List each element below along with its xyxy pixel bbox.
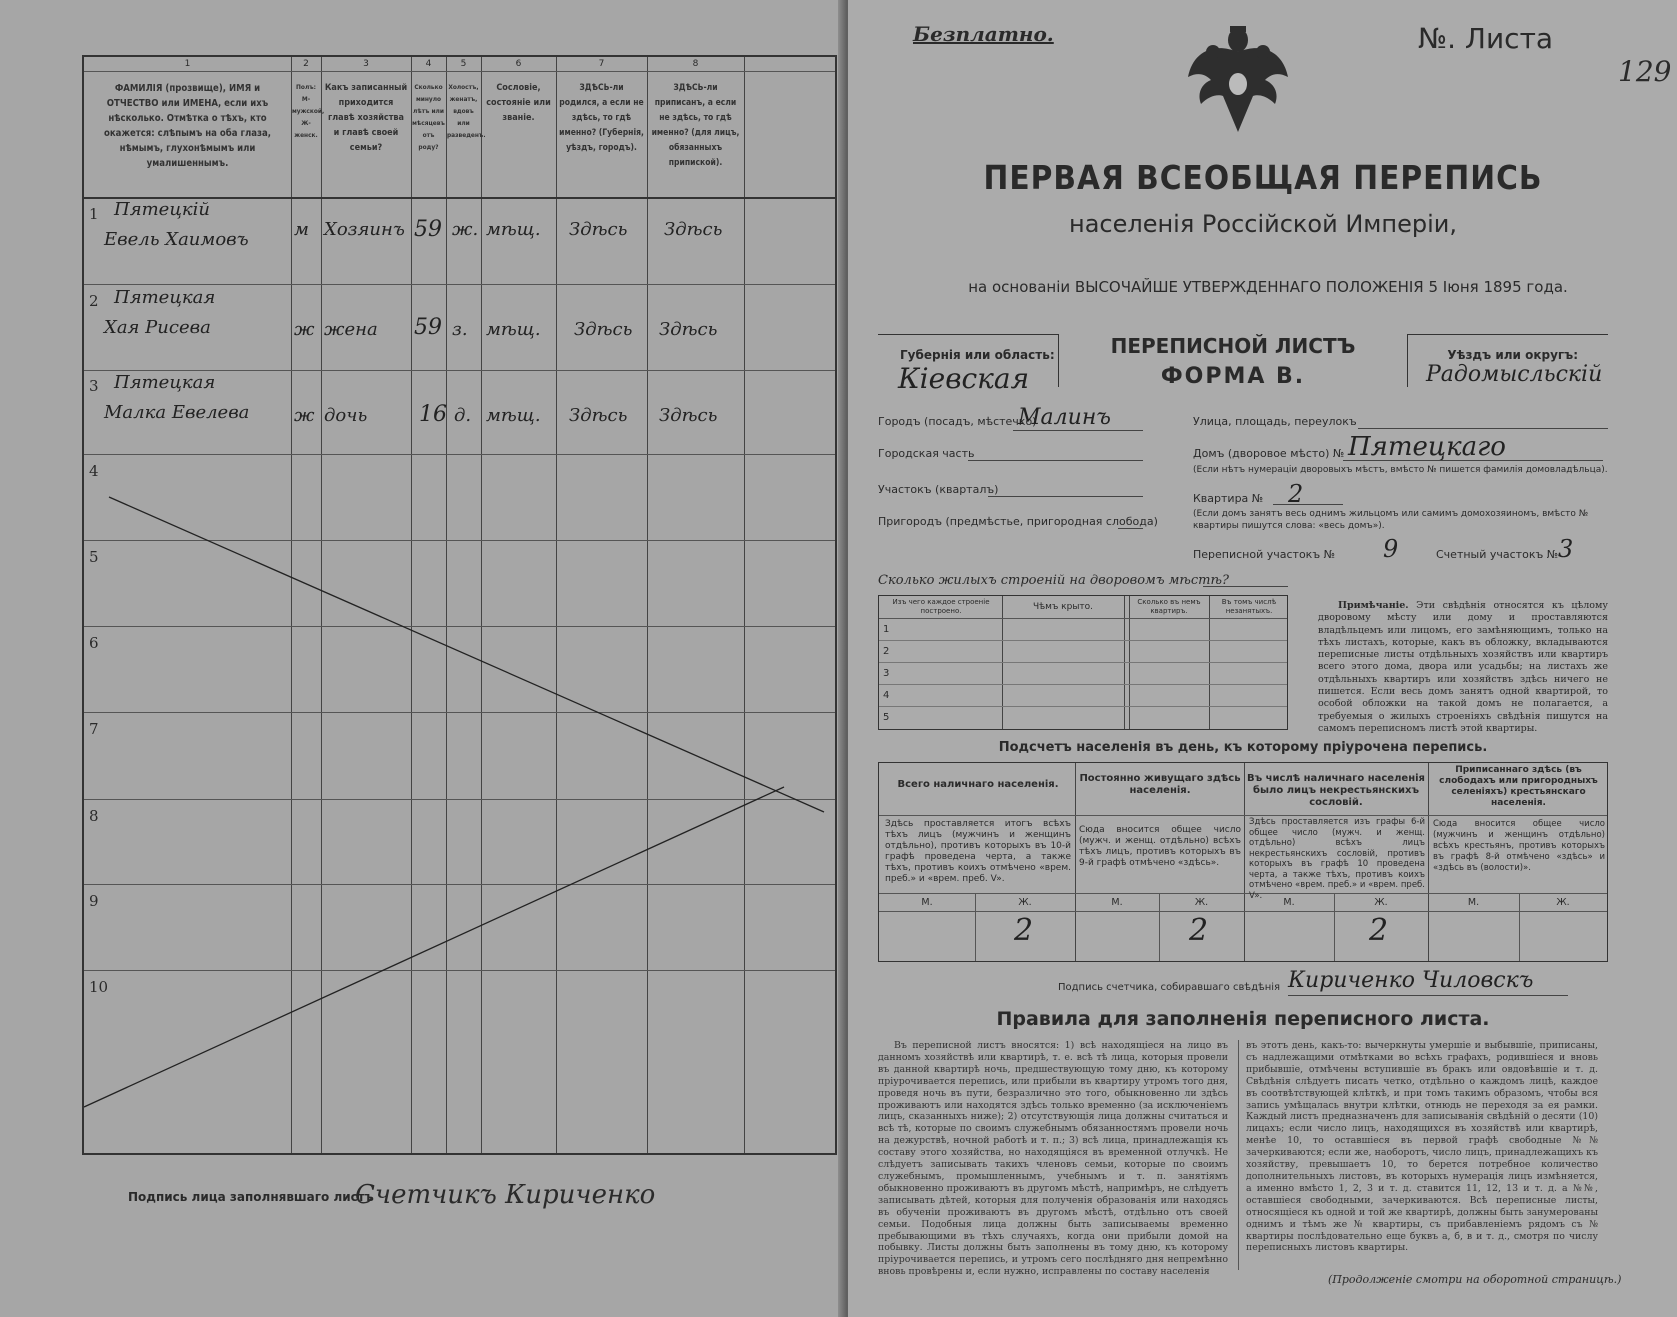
row-number: 9	[89, 892, 99, 910]
left-signature-value: Счетчикъ Кириченко	[355, 1180, 656, 1210]
count-col-title: Всего наличнаго населенія.	[897, 779, 1059, 790]
col-num-6: 6	[515, 59, 522, 69]
house-value: Пятецкаго	[1348, 432, 1506, 462]
note-title: Примѣчаніе.	[1338, 600, 1409, 611]
col-header-born: ЗДѢСЬ-ли родился, а если не здѣсь, то гдѣ именно? (Губернія, уѣздъ, городъ).	[559, 83, 644, 153]
counter-signature-value: Кириченко Чиловскъ	[1288, 968, 1534, 993]
person-age: 59	[414, 315, 442, 340]
count-col-desc: Сюда вносится общее число (мужчинъ и женщинъ отдѣльно) всѣхъ крестьянъ, противъ которыхъ въ графѣ 8-й отмѣчено «здѣсь» и «здѣсь въ (волости)».	[1433, 819, 1605, 873]
person-age: 59	[414, 217, 442, 242]
female-label: Ж.	[1194, 897, 1209, 908]
person-registered: Здѣсь	[659, 405, 718, 426]
census-basis: на основаніи ВЫСОЧАЙШЕ УТВЕРЖДЕННАГО ПОЛОЖЕНІЯ 5 Іюня 1895 года.	[968, 278, 1568, 296]
row-number: 2	[89, 292, 99, 310]
person-surname: Пятецкій	[114, 199, 210, 220]
buildings-table	[878, 595, 1288, 730]
col-num-7: 7	[598, 59, 605, 69]
buildings-row-number: 4	[883, 690, 890, 701]
free-label: Безплатно.	[913, 22, 1054, 46]
col-header-marital: Холостъ, женатъ, вдовъ или разведенъ.	[447, 83, 486, 139]
col-header-registered: ЗДѢСЬ-ли приписанъ, а если не здѣсь, то гдѣ именно? (для лицъ, обязанныхъ припиской).	[651, 83, 740, 168]
row-number: 6	[89, 634, 99, 652]
census-title: ПЕРВАЯ ВСЕОБЩАЯ ПЕРЕПИСЬ	[983, 158, 1543, 197]
census-subtitle: населенія Россійской Имперіи,	[1069, 210, 1457, 238]
person-born: Здѣсь	[574, 319, 633, 340]
col-num-4: 4	[425, 59, 432, 69]
person-surname: Пятецкая	[114, 372, 216, 393]
person-estate: мѣщ.	[486, 319, 541, 340]
strike-lines	[84, 57, 839, 1157]
count-nonpeasant-female: 2	[1369, 913, 1389, 948]
person-surname: Пятецкая	[114, 287, 216, 308]
buildings-row-number: 1	[883, 624, 890, 635]
town-label: Городъ (посадъ, мѣстечко)	[878, 415, 1037, 428]
buildings-question: Сколько жилыхъ строеній на дворовомъ мѣстѣ?	[878, 573, 1229, 588]
rules-right-column: въ этотъ день, какъ-то: вычеркнуты умершіе и выбывшіе, приписаны, съ надлежащими отмѣтками во всѣхъ графахъ, родившіеся и вновь прибывшіе, отмѣчены вступившіе въ бракъ или овдовѣвшіе и т. д. Свѣдѣнія слѣдуетъ писать четко, отдѣльно о каждомъ лицѣ, каждое въ соотвѣтствующей клѣткѣ, и при томъ такимъ образомъ, чтобы вся запись умѣщалась внутри клѣтки, отнюдь не переходя за ея рамки. Каждый листъ предназначенъ для записыванія свѣдѣній о десяти (10) лицахъ; если число лицъ, находящихся въ хозяйствѣ или квартирѣ, менѣе 10, то оставшіеся въ первой графѣ свободные №№ зачеркиваются; если же, наоборотъ, число лицъ, принадлежащихъ къ хозяйству, превышаетъ 10, то берется потребное количество дополнительныхъ листовъ, въ которыхъ нумерація лицъ измѣняется, а именно вмѣсто 1, 2, 3 и т. д. ставится 11, 12, 13 и т. д. а №№, оставшіеся свободными, зачеркиваются. Всѣ переписные листы, относящіеся къ одной и той же квартирѣ, должны быть занумерованы однимъ и тѣмъ же № квартиры, съ прибавленіемъ рядомъ съ № квартиры послѣдовательно еще буквъ а, б, в и т. д., смотря по числу переписныхъ листовъ квартиры.	[1246, 1040, 1598, 1254]
count-permanent-female: 2	[1189, 913, 1209, 948]
female-label: Ж.	[1018, 897, 1032, 908]
row-number: 10	[89, 978, 109, 996]
rules-left-column: Въ переписной листъ вносятся: 1) всѣ находящіеся на лицо въ данномъ хозяйствѣ или квартирѣ, т. е. всѣ тѣ лица, которыя провели въ данной квартирѣ ночь, предшествующую тому дню, къ которому пріурочивается перепись, или прибыли въ квартиру утромъ того дня, проведя ночь въ пути, безразлично это того, обыкновенно ли здѣсь проживаютъ или находятся здѣсь только временно (за исключеніемъ лицъ, сказанныхъ ниже); 2) отсутствующія лица должны считаться и всѣ тѣ, которые по своимъ служебнымъ обязанностямъ провели ночь на дежурствѣ, ночной работѣ и т. п.; 3) всѣ лица, принадлежащія къ составу этого хозяйства, но находящіяся въ временной отлучкѣ. Не слѣдуетъ записывать такихъ членовъ семьи, которые по своимъ служебнымъ, промышленнымъ, учебнымъ и т. п. занятіямъ обыкновенно проживаютъ въ другомъ мѣстѣ, напримѣръ, не слѣдуетъ записывать дѣтей, которыя для полученія образованія или находясь въ обученіи проживаютъ въ другомъ мѣстѣ, отдѣльно отъ своей семьи. Подобныя лица должны быть записываемы временно пребывающими въ тѣхъ случаяхъ, когда они прибыли домой на побывку. Листы должны быть заполнены въ тому дню, къ которому пріурочивается перепись, и утромъ сего послѣдняго дня непремѣнно вновь провѣрены и, если нужно, исправлены по составу населенія	[878, 1040, 1228, 1278]
col-header-age: Сколько минуло лѣтъ или мѣсяцевъ отъ роду?	[412, 83, 445, 151]
town-value: Малинъ	[1018, 405, 1111, 430]
count-area-label: Счетный участокъ №	[1436, 548, 1559, 561]
count-title: Подсчетъ населенія въ день, къ которому пріурочена перепись.	[998, 740, 1488, 755]
col-num-2: 2	[303, 59, 309, 69]
count-col-title: Въ числѣ наличнаго населенія было лицъ некрестьянскихъ сословій.	[1247, 773, 1425, 808]
row-number: 8	[89, 807, 99, 825]
person-marital: д.	[454, 405, 472, 426]
double-headed-eagle-icon	[1183, 22, 1293, 142]
counter-signature-label: Подпись счетчика, собиравшаго свѣдѣнія	[1058, 982, 1281, 993]
buildings-row-number: 5	[883, 712, 890, 723]
census-area-value: 9	[1383, 535, 1399, 563]
street-label: Улица, площадь, переулокъ	[1193, 415, 1357, 428]
col-num-8: 8	[692, 59, 699, 69]
person-relation: дочь	[324, 405, 368, 426]
apartment-note: (Если домъ занятъ весь однимъ жильцомъ или самимъ домохозяиномъ, вмѣсто № квартиры пишутся слова: «весь домъ»).	[1193, 509, 1589, 531]
person-marital: ж.	[452, 219, 479, 240]
row-number: 3	[89, 377, 99, 395]
person-marital: з.	[452, 319, 468, 340]
person-registered: Здѣсь	[664, 219, 723, 240]
form-title: ПЕРЕПИСНОЙ ЛИСТЪ	[1110, 334, 1356, 358]
count-col-desc: Здѣсь проставляется изъ графы 6-й общее число (мужч. и женщ. отдѣльно) всѣхъ лицъ некрестьянскихъ сословій, противъ которыхъ въ графѣ 10 проведена черта, а также тѣхъ, противъ коихъ отмѣчено «врем. преб.» и «врем. преб. V».	[1249, 817, 1425, 901]
buildings-header-roof: Чѣмъ крыто.	[1032, 602, 1094, 612]
form-name: ФОРМА В.	[1160, 364, 1306, 389]
male-label: М.	[1111, 897, 1123, 908]
col-header-relation: Какъ записанный приходится главѣ хозяйства и главѣ своей семьи?	[324, 83, 408, 153]
rules-title: Правила для заполненія переписного листа.	[996, 1008, 1490, 1030]
row-number: 7	[89, 720, 99, 738]
population-count-table	[878, 762, 1608, 962]
sheet-number-value: 129	[1618, 55, 1672, 88]
person-given-name: Малка Евелева	[104, 402, 250, 423]
row-number: 1	[89, 205, 99, 223]
count-total-female: 2	[1014, 913, 1034, 948]
buildings-header-material: Изъ чего каждое строеніе построено.	[892, 598, 990, 615]
row-number: 5	[89, 548, 99, 566]
rules-continued: (Продолженіе смотри на оборотной страницѣ.)	[1328, 1273, 1622, 1286]
person-sex: м	[294, 219, 309, 240]
uezd-value: Радомысльскій	[1426, 362, 1603, 387]
note-block	[1318, 600, 1608, 735]
count-col-desc: Сюда вносится общее число (мужч. и женщ. отдѣльно) всѣхъ тѣхъ лицъ, противъ которыхъ въ 9-й графѣ отмѣчено «здѣсь».	[1079, 825, 1241, 868]
buildings-header-vacant: Въ томъ числѣ незанятыхъ.	[1221, 598, 1277, 615]
uezd-label: Уѣздъ или округъ:	[1447, 348, 1578, 362]
person-estate: мѣщ.	[486, 405, 541, 426]
person-relation: жена	[324, 319, 378, 340]
row-number: 4	[89, 462, 99, 480]
col-num-3: 3	[363, 59, 369, 69]
sheet-number-label: №. Листа	[1418, 22, 1554, 55]
person-relation: Хозяинъ	[324, 219, 405, 240]
col-header-estate: Сословіе, состояніе или званіе.	[486, 83, 551, 123]
male-label: М.	[1283, 897, 1295, 908]
female-label: Ж.	[1374, 897, 1388, 908]
person-given-name: Евель Хаимовъ	[104, 229, 249, 250]
gubernia-label: Губернія или область:	[900, 348, 1055, 362]
person-estate: мѣщ.	[486, 219, 541, 240]
buildings-row-number: 2	[883, 646, 890, 657]
left-signature-label: Подпись лица заполнявшаго листъ	[128, 1190, 374, 1204]
suburb-label: Пригородъ (предмѣстье, пригородная слобода)	[878, 515, 1158, 528]
person-registered: Здѣсь	[659, 319, 718, 340]
persons-table	[82, 55, 837, 1155]
count-col-title: Постоянно живущаго здѣсь населенія.	[1079, 773, 1241, 796]
district-label: Участокъ (кварталъ)	[878, 483, 999, 496]
col-header-name: ФАМИЛІЯ (прозвище), ИМЯ и ОТЧЕСТВО или ИМЕНА, если ихъ нѣсколько. Отмѣтка о тѣхъ, кто окажется: слѣпымъ на оба глаза, нѣмымъ, глухонѣмымъ или умалишеннымъ.	[104, 83, 271, 169]
note-text: Эти свѣдѣнія относятся къ цѣлому дворовому мѣсту или дому и проставляются владѣльцемъ или лицомъ, его замѣняющимъ, только на тѣхъ листахъ, которые, какъ въ обложку, вкладываются переписные листы отдѣльныхъ хозяйствъ или квартиръ всего этого дома, двора или усадьбы; на листахъ же отдѣльныхъ квартиръ или хозяйствъ здѣсь ничего не пишется. Если весь домъ занятъ одной квартирой, то особой обложки на такой домъ не полагается, а требуемыя о жилыхъ строеніяхъ свѣдѣнія пишутся на самомъ переписномъ листѣ этой квартиры.	[1318, 600, 1608, 734]
form-header	[878, 334, 1608, 402]
person-born: Здѣсь	[569, 405, 628, 426]
city-part-label: Городская часть	[878, 447, 975, 460]
male-label: М.	[921, 897, 933, 908]
count-area-value: 3	[1558, 535, 1574, 563]
female-label: Ж.	[1556, 897, 1570, 908]
person-given-name: Хая Рисева	[104, 317, 211, 338]
col-num-5: 5	[460, 59, 467, 69]
gubernia-value: Кіевская	[898, 362, 1030, 395]
count-col-title: Приписаннаго здѣсь (въ слободахъ или пригородныхъ селеніяхъ) крестьянскаго населенія.	[1439, 765, 1598, 808]
buildings-header-apartments: Сколько въ немъ квартиръ.	[1137, 598, 1201, 615]
apartment-value: 2	[1288, 480, 1304, 508]
col-num-1: 1	[184, 59, 191, 69]
count-col-desc: Здѣсь проставляется итогъ всѣхъ тѣхъ лицъ (мужчинъ и женщинъ отдѣльно), противъ которыхъ въ 10-й графѣ проведена черта, а также тѣхъ, противъ коихъ отмѣчено «врем. преб.» и «врем. преб. V».	[885, 819, 1071, 884]
right-page	[848, 0, 1677, 1317]
person-sex: ж	[294, 405, 315, 426]
male-label: М.	[1467, 897, 1480, 908]
apartment-label: Квартира №	[1193, 492, 1264, 505]
house-label: Домъ (дворовое мѣсто) №	[1193, 447, 1345, 460]
buildings-row-number: 3	[883, 668, 890, 679]
col-header-sex: Полъ: М-мужской, Ж-женск.	[292, 83, 325, 139]
census-area-label: Переписной участокъ №	[1193, 548, 1336, 561]
person-age: 16	[419, 402, 447, 427]
person-sex: ж	[294, 319, 315, 340]
person-born: Здѣсь	[569, 219, 628, 240]
house-note: (Если нѣтъ нумераціи дворовыхъ мѣстъ, вмѣсто № пишется фамилія домовладѣльца).	[1193, 465, 1608, 475]
